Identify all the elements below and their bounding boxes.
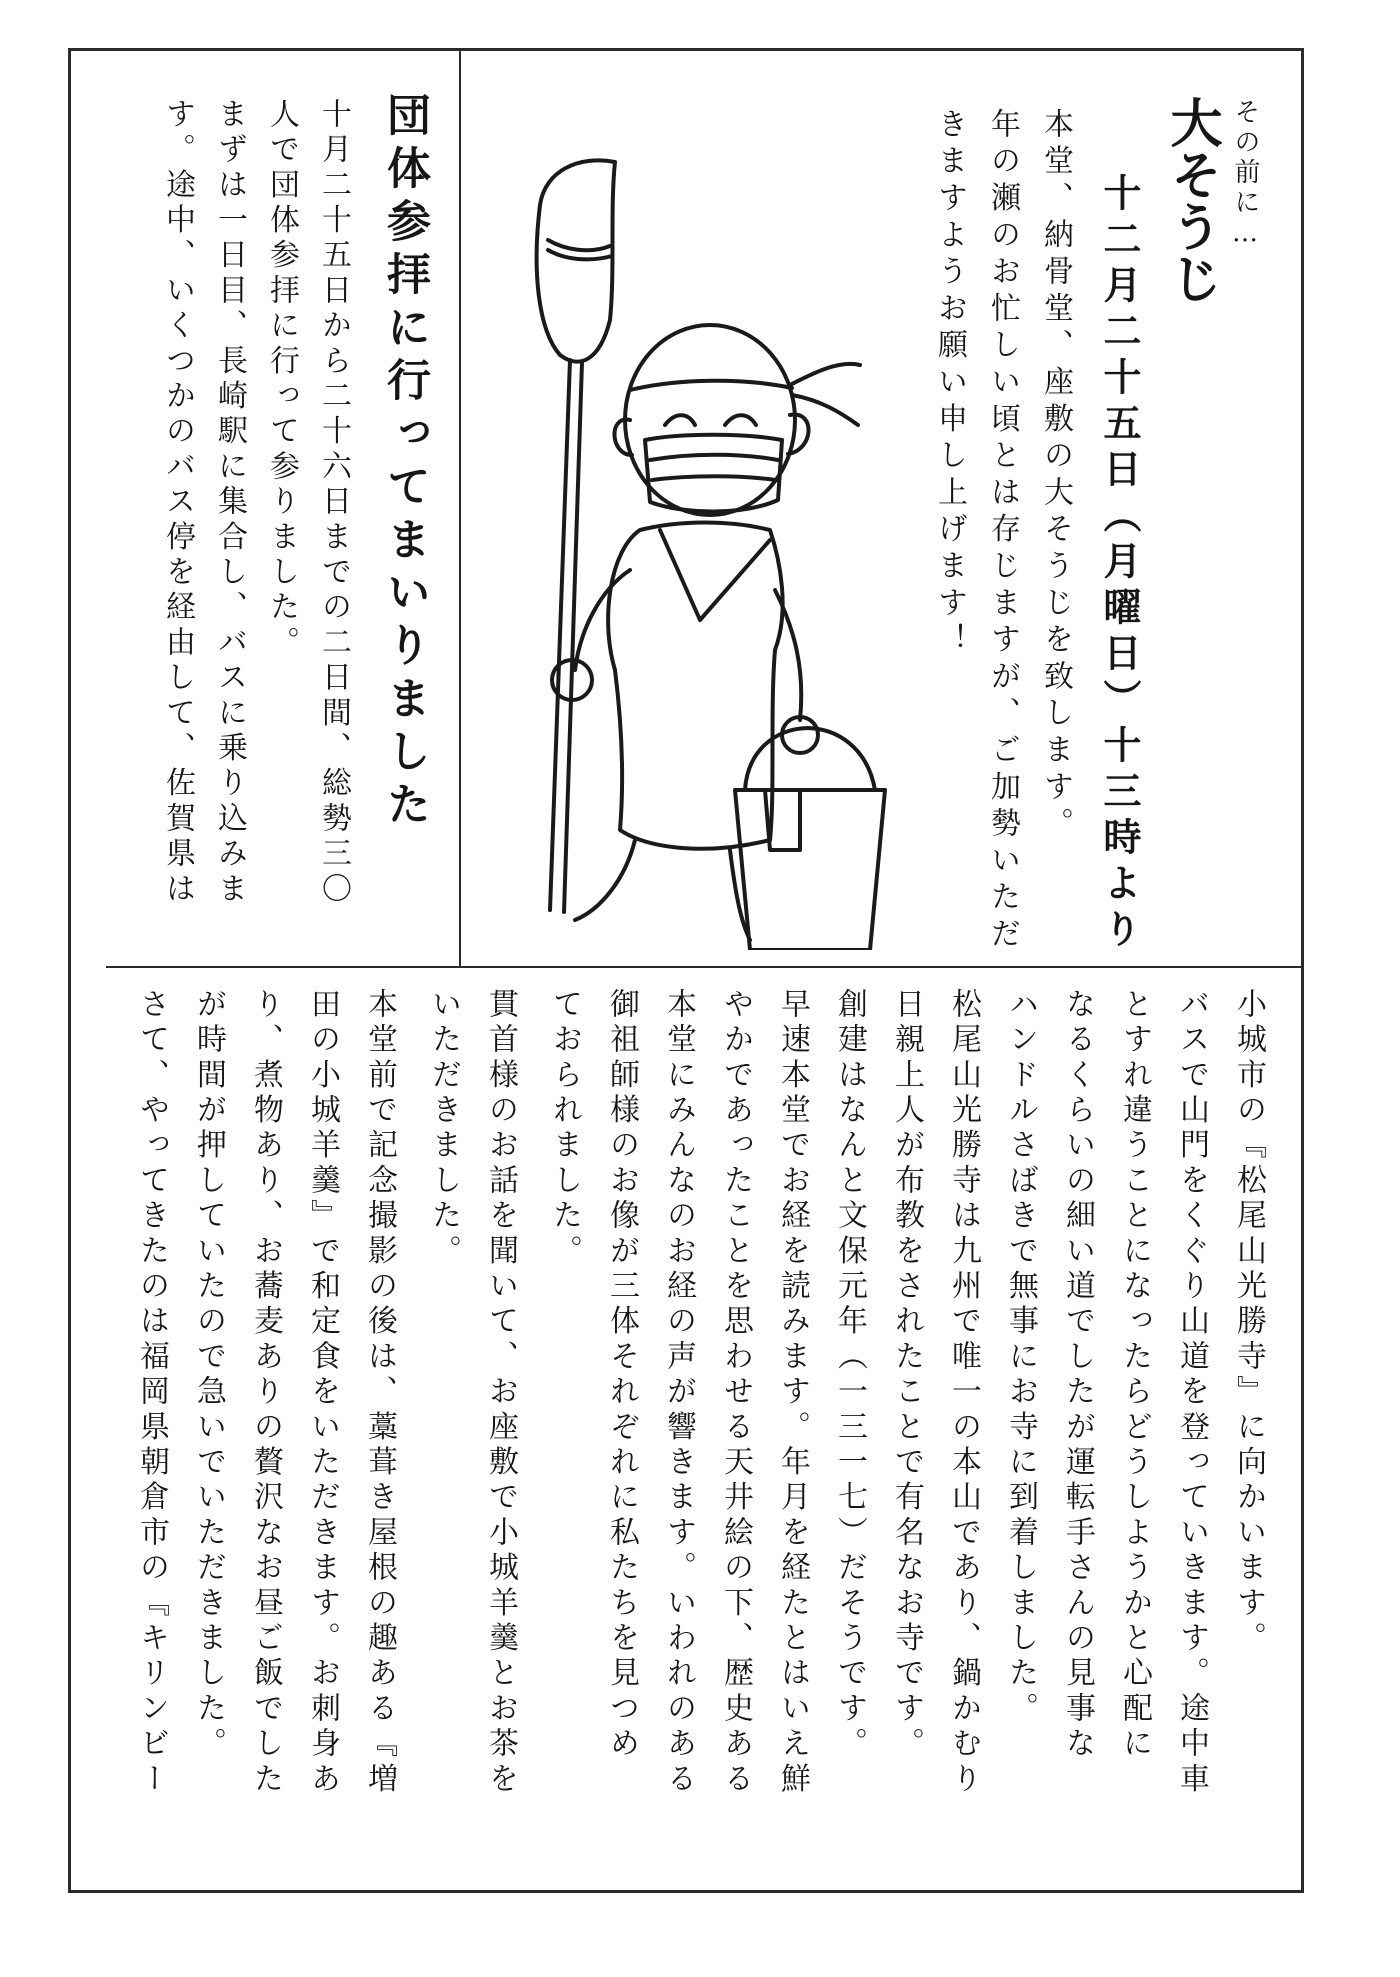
body-line-17: 田の小城羊羹』で和定食をいただきます。お刺身あ bbox=[305, 988, 340, 1798]
trip-line-2: 人で団体参拝に行って参りました。 bbox=[264, 98, 299, 662]
body-line-19: が時間が押していたので急いでいただきました。 bbox=[191, 988, 226, 1763]
body-line-12: 御祖師様のお像が三体それぞれに私たちを見つめ bbox=[604, 988, 639, 1763]
headband bbox=[630, 381, 792, 390]
cleaning-line-1: 本堂、納骨堂、座敷の大そうじを致します。 bbox=[1038, 108, 1073, 844]
monk-cleaning-illustration bbox=[520, 150, 920, 950]
body-line-2: バスで山門をくぐり山道を登っていきます。途中車 bbox=[1174, 988, 1209, 1798]
trip-line-4: す。途中、いくつかのバス停を経由して、佐賀県は bbox=[160, 98, 195, 908]
body-line-20: さて、やってきたのは福岡県朝倉市の『キリンビー bbox=[134, 988, 169, 1798]
body-line-7: 日親上人が布教をされたことで有名なお寺です。 bbox=[889, 988, 924, 1763]
broom-handle bbox=[550, 360, 582, 912]
body-line-3: とすれ違うことになったらどうしようかと心配に bbox=[1117, 988, 1152, 1763]
body-line-13: ておられました。 bbox=[547, 988, 582, 1270]
body-line-8: 創建はなんと文保元年（一三一七）だそうです。 bbox=[832, 988, 867, 1763]
cleaning-date: 十二月二十五日（月曜日）十三時より bbox=[1097, 173, 1142, 955]
body-line-6: 松尾山光勝寺は九州で唯一の本山であり、鍋かむり bbox=[946, 988, 981, 1798]
body-line-16: 本堂前で記念撮影の後は、藁葺き屋根の趣ある『増 bbox=[362, 988, 397, 1798]
body-line-10: やかであったことを思わせる天井絵の下、歴史ある bbox=[718, 988, 753, 1798]
body-line-5: ハンドルさばきで無事にお寺に到着しました。 bbox=[1003, 988, 1038, 1728]
broom-head bbox=[537, 160, 615, 361]
monk-body bbox=[608, 523, 783, 849]
trip-line-1: 十月二十五日から二十六日までの二日間、総勢三〇 bbox=[316, 98, 351, 908]
body-line-4: なるくらいの細い道でしたが運転手さんの見事な bbox=[1060, 988, 1095, 1763]
bucket bbox=[735, 790, 885, 950]
section-divider bbox=[106, 966, 1304, 968]
top-column-divider bbox=[459, 48, 461, 966]
body-line-15: いただきました。 bbox=[426, 988, 461, 1270]
cleaning-line-3: きますようお願い申し上げます！ bbox=[932, 108, 967, 660]
body-line-18: り、煮物あり、お蕎麦ありの贅沢なお昼ご飯でした bbox=[248, 988, 283, 1798]
cleaning-line-2: 年の瀬のお忙しい頃とは存じますが、ご加勢いただ bbox=[985, 108, 1020, 955]
trip-title: 団体参拝に行ってまいりました bbox=[379, 92, 430, 834]
cleaning-title: 大そうじ bbox=[1161, 96, 1222, 304]
body-line-11: 本堂にみんなのお経の声が響きます。いわれのある bbox=[661, 988, 696, 1798]
body-line-9: 早速本堂でお経を読みます。年月を経たとはいえ鮮 bbox=[775, 988, 810, 1798]
trip-line-3: まずは一日目、長崎駅に集合し、バスに乗り込みま bbox=[212, 98, 247, 908]
body-line-14: 貫首様のお話を聞いて、お座敷で小城羊羹とお茶を bbox=[483, 988, 518, 1798]
body-line-1: 小城市の『松尾山光勝寺』に向かいます。 bbox=[1231, 988, 1266, 1657]
cleaning-kicker: その前に… bbox=[1230, 98, 1260, 252]
